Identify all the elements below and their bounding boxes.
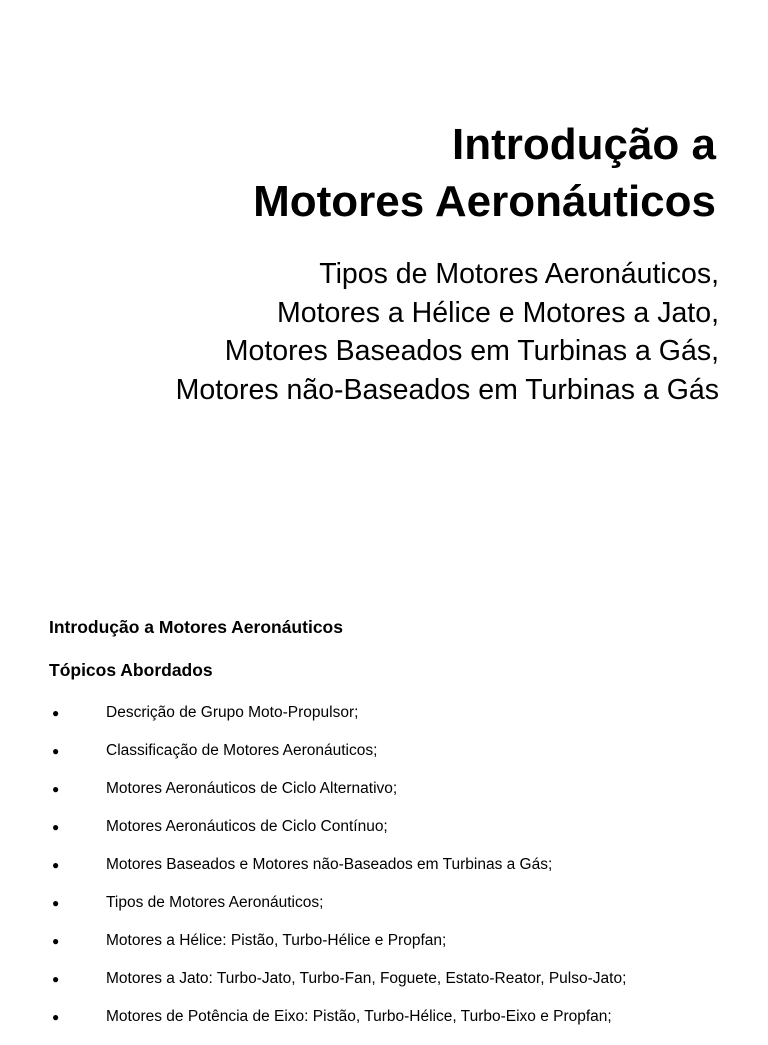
list-item: [49, 931, 749, 951]
topic-list: [49, 703, 749, 1027]
topics-section: [49, 616, 749, 1045]
subtitle-line-1: Tipos de Motores Aeronáuticos,: [319, 258, 719, 290]
bullet-icon: ●: [52, 972, 60, 986]
topic-text: Tipos de Motores Aeronáuticos;: [106, 894, 324, 911]
document-subtitle: [176, 255, 719, 409]
list-item: [49, 779, 749, 799]
bullet-icon: ●: [52, 744, 60, 758]
bullet-icon: ●: [52, 820, 60, 834]
title-line-1: Introdução a: [451, 120, 716, 169]
section-heading: Introdução a Motores Aeronáuticos: [49, 617, 343, 637]
topic-text: Classificação de Motores Aeronáuticos;: [106, 742, 378, 759]
bullet-icon: ●: [52, 858, 60, 872]
list-item: [49, 969, 749, 989]
list-item: [49, 817, 749, 837]
list-item: [49, 1007, 749, 1027]
subtitle-line-2: Motores a Hélice e Motores a Jato,: [277, 296, 719, 329]
topic-text: Descrição de Grupo Moto-Propulsor;: [106, 704, 359, 721]
document-title: [253, 116, 716, 230]
bullet-icon: ●: [52, 1010, 60, 1024]
topics-heading: Tópicos Abordados: [49, 660, 213, 680]
list-item: [49, 893, 749, 913]
bullet-icon: ●: [52, 782, 60, 796]
topic-text: Motores Aeronáuticos de Ciclo Contínuo;: [106, 818, 388, 835]
topic-text: Motores Baseados e Motores não-Baseados em Turbinas a Gás;: [106, 856, 553, 873]
bullet-icon: ●: [52, 896, 60, 910]
list-item: [49, 855, 749, 875]
list-item: [49, 703, 749, 723]
bullet-icon: ●: [52, 706, 60, 720]
topic-text: Motores Aeronáuticos de Ciclo Alternativo;: [106, 780, 398, 797]
topic-text: Motores de Potência de Eixo: Pistão, Turbo-Hélice, Turbo-Eixo e Propfan;: [106, 1008, 612, 1025]
bullet-icon: ●: [52, 934, 60, 948]
title-line-2: Motores Aeronáuticos: [253, 177, 716, 226]
list-item: [49, 741, 749, 761]
subtitle-line-4: Motores não-Baseados em Turbinas a Gás: [175, 373, 719, 406]
subtitle-line-3: Motores Baseados em Turbinas a Gás,: [224, 335, 719, 367]
topic-text: Motores a Hélice: Pistão, Turbo-Hélice e Propfan;: [106, 932, 447, 949]
topic-text: Motores a Jato: Turbo-Jato, Turbo-Fan, Foguete, Estato-Reator, Pulso-Jato;: [106, 970, 627, 987]
